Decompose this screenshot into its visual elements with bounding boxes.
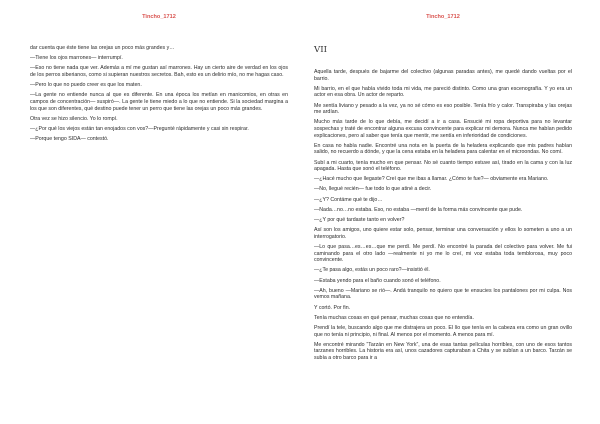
right-page — [300, 0, 600, 424]
left-running-header: Tincho_1712 — [142, 14, 176, 20]
paragraph: —Eso no tiene nada que ver. Además a mí me gustan así marrones. Hay un cierto aire de verdad en los ojos de los perros siberianos, como si supieran nuestros secretos. Bah, esto es un delirio mío, no me hagas caso. — [30, 65, 288, 78]
left-page-text — [30, 45, 288, 143]
paragraph: —La gente no entiende nunca al que es diferente. En una época los metían en manicomios, en otras en campos de concentración— suspiró—. La gente le tiene miedo a lo que no entiende. Si la sociedad margina a los que son diferentes, qué destino puede tener un perro que tiene las orejas un poco más grandes. — [30, 92, 288, 112]
paragraph: Prendí la tele, buscando algo que me distrajera un poco. El lío que tenía en la cabeza era como un gran ovillo que no tenía ni principio, ni final. Al menos por el momento. A menos para mí. — [314, 324, 572, 338]
paragraph: —Tiene los ojos marrones— interrumpí. — [30, 55, 123, 62]
right-running-header: Tincho_1712 — [426, 14, 460, 20]
paragraph: Subí a mi cuarto, tenía mucho en que pensar. No sé cuanto tiempo estuve así, tirado en la cama y con la luz apagada. Hasta que sonó el teléfono. — [314, 159, 572, 173]
paragraph: —No, llegué recién— fue todo lo que atiné a decir. — [314, 186, 432, 193]
paragraph: —Ah, bueno —Mariano se rió—. Andá tranquilo no quiero que te ensucies los pantalones por mi culpa. Nos vemos mañana. — [314, 287, 572, 301]
paragraph: —¿Y por qué tardaste tanto en volver? — [314, 217, 405, 224]
paragraph: dar cuenta que éste tiene las orejas un poco más grandes y… — [30, 45, 175, 51]
paragraph: En casa no había nadie. Encontré una nota en la puerta de la heladera explicando que mis padres habían salido, no recuerdo a dónde, y que la cena estaba en la heladera para calentar en el microondas. No comí. — [314, 142, 572, 156]
paragraph: Me encontré mirando “Tarzán en New York”, una de esas tantas películas horribles, con uno de esos tantos tarzanes horribles. La historia era así, unos cazadores capturaban a Chita y se subían a un barco. Tarzán se subía a otro barco para ir a — [314, 341, 572, 361]
paragraph: Mucho más tarde de lo que debía, me decidí a ir a casa. Ensucié mi ropa deportiva para no levantar sospechas y traté de encontrar alguna excusa convincente para explicar mi demora. Nunca me habían pedido explicaciones, pero al saber que tenía que mentir, me sentía en inferioridad de condiciones. — [314, 119, 572, 139]
paragraph: —Lo que pasa…es…es…que me perdí. Me perdí. No encontré la parada del colectivo para volver. Me fui caminando para el otro lado —realmente ni yo me lo creí, mi voz estaba toda temblorosa, muy poco convincente. — [314, 244, 572, 264]
paragraph: Me sentía liviano y pesado a la vez, ya no sé cómo es eso posible. Tenía frío y calor. Transpiraba y las orejas me ardían. — [314, 102, 572, 116]
paragraph: Otra vez se hizo silencio. Yo lo rompí. — [30, 115, 118, 122]
paragraph: Aquella tarde, después de bajarme del colectivo (algunas paradas antes), me quedé dando vueltas por el barrio. — [314, 69, 572, 82]
paragraph: —¿Por qué los viejos están tan enojados con vos?—Pregunté rápidamente y casi sin respirar. — [30, 125, 249, 132]
paragraph: —Nada…no…no estaba. Eso, no estaba —mentí de la forma más convincente que pude. — [314, 206, 523, 213]
paragraph: —Porque tengo SIDA— contestó. — [30, 136, 109, 143]
paragraph: —¿Hacé mucho que llegaste? Creí que me ibas a llamar. ¿Cómo te fue?— obviamente era Mariano. — [314, 176, 549, 183]
paragraph: —Estaba yendo para el baño cuando sonó el teléfono. — [314, 277, 441, 284]
chapter-title: VII — [314, 45, 327, 55]
paragraph: —Pero lo que no puedo creer es que los maten. — [30, 82, 142, 89]
paragraph: Y cortó. Por fin. — [314, 304, 351, 311]
paragraph: —¿Y? Contáme qué te dijo… — [314, 196, 383, 203]
paragraph: Tenía muchas cosas en qué pensar, muchas cosas que no entendía. — [314, 314, 474, 321]
paragraph: Así son los amigos, uno quiere estar solo, pensar, terminar una conversación y ellos lo someten a uno a un interrogatorio. — [314, 227, 572, 240]
right-page-text — [314, 45, 572, 361]
paragraph: —¿Te pasa algo, estás un poco raro?—insistió él. — [314, 267, 430, 274]
paragraph: Mi barrio, en el que había vivido toda mi vida, me pareció distinto. Como una gran escenografía. Y yo era un actor en esa obra. Un actor de reparto. — [314, 85, 572, 99]
